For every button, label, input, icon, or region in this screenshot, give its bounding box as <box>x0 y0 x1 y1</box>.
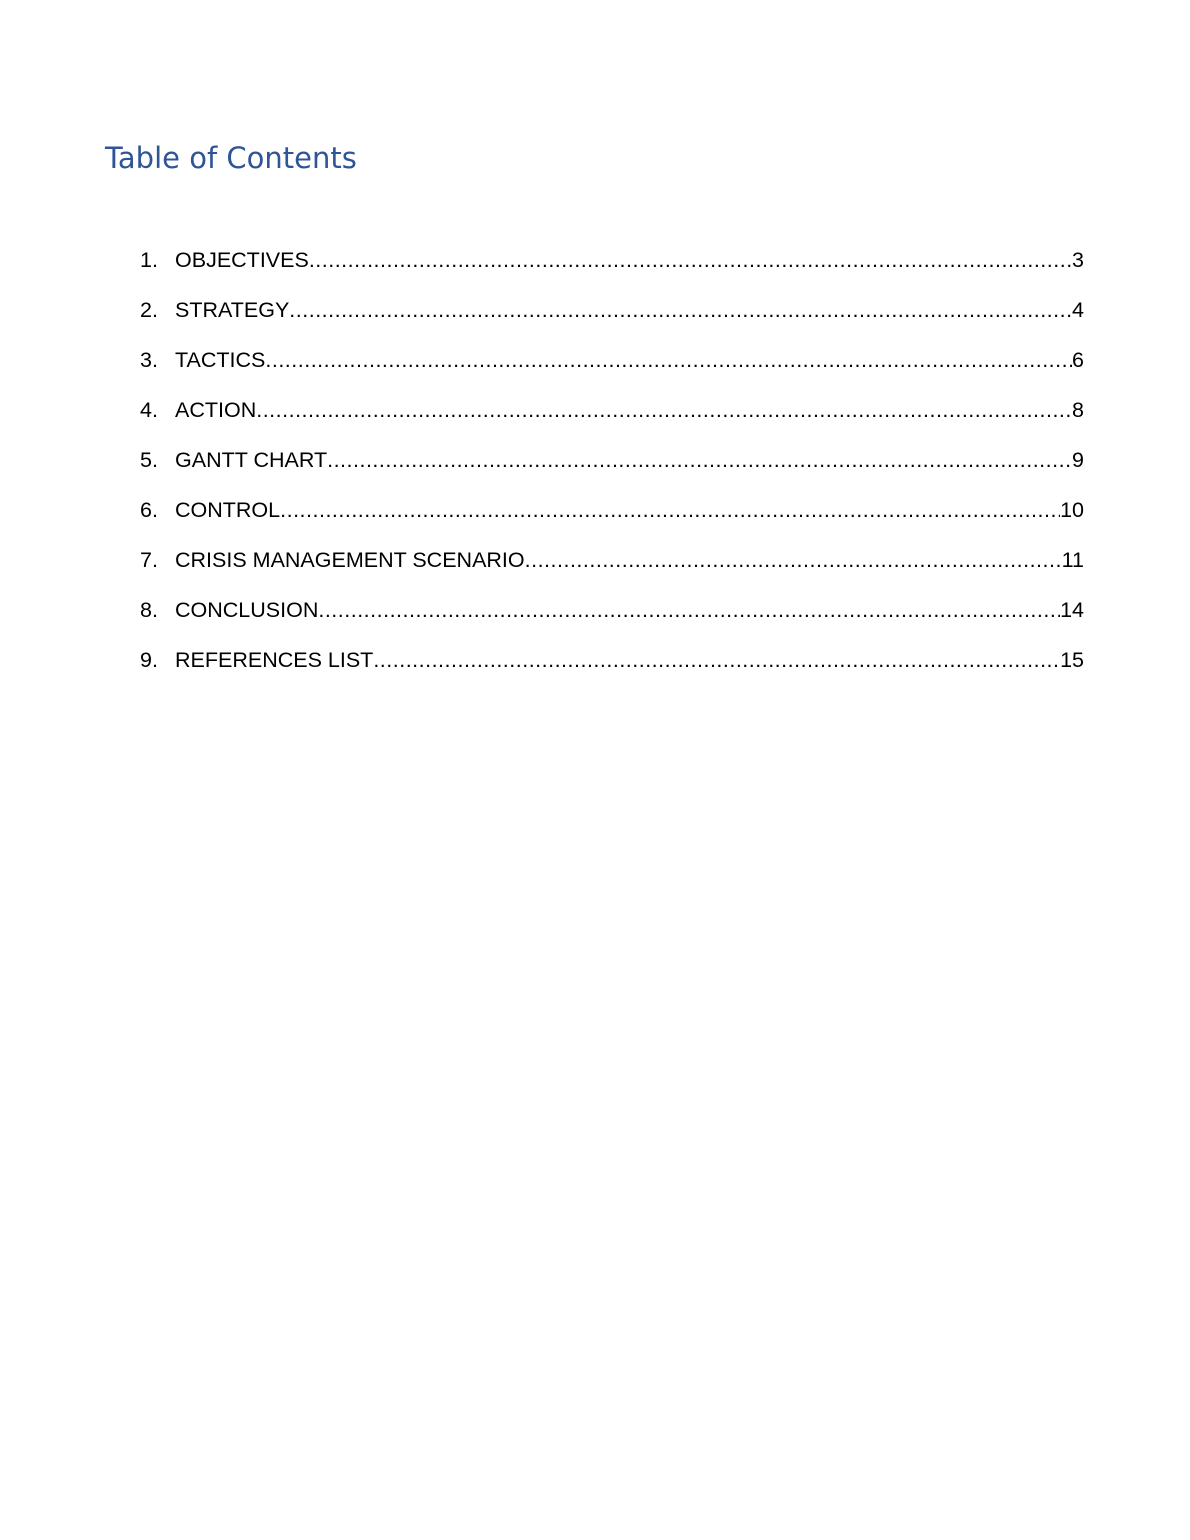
toc-entry-title: CRISIS MANAGEMENT SCENARIO <box>175 548 525 572</box>
toc-entry-page-number: 3 <box>1072 248 1084 272</box>
dot-leader <box>265 335 1072 385</box>
toc-entry-number: 1. <box>140 248 158 272</box>
toc-entry-title: CONTROL <box>175 498 281 522</box>
toc-entry-title: TACTICS <box>175 348 266 372</box>
toc-entry-number: 8. <box>140 598 158 622</box>
dot-leader <box>280 485 1060 535</box>
toc-entry-page-number: 11 <box>1061 548 1084 572</box>
toc-entry-number: 6. <box>140 498 158 522</box>
dot-leader <box>256 385 1072 435</box>
toc-link-crisis-management-scenario[interactable] <box>175 535 1084 585</box>
toc-heading: Table of Contents <box>105 141 357 175</box>
toc-entry-objectives <box>140 235 1084 285</box>
toc-entry-number: 3. <box>140 348 158 372</box>
toc-link-control[interactable] <box>175 485 1084 535</box>
toc-entry-page-number: 8 <box>1072 398 1084 422</box>
toc-link-conclusion[interactable] <box>175 585 1084 635</box>
toc-entry-page-number: 14 <box>1060 598 1084 622</box>
toc-entry-tactics <box>140 335 1084 385</box>
toc-entry-gantt-chart <box>140 435 1084 485</box>
toc-entry-title: GANTT CHART <box>175 448 328 472</box>
dot-leader <box>373 635 1060 685</box>
toc-entry-number: 7. <box>140 548 158 572</box>
toc-entry-conclusion <box>140 585 1084 635</box>
toc-entry-number: 4. <box>140 398 158 422</box>
dot-leader <box>309 235 1072 285</box>
toc-entry-strategy <box>140 285 1084 335</box>
toc-link-action[interactable] <box>175 385 1084 435</box>
dot-leader <box>525 535 1062 585</box>
toc-entry-title: OBJECTIVES <box>175 248 309 272</box>
toc-link-tactics[interactable] <box>175 335 1084 385</box>
toc-entry-title: REFERENCES LIST <box>175 648 374 672</box>
toc-entry-page-number: 4 <box>1072 298 1084 322</box>
toc-link-objectives[interactable] <box>175 235 1084 285</box>
toc-entry-number: 9. <box>140 648 158 672</box>
dot-leader <box>289 285 1072 335</box>
toc-entry-number: 2. <box>140 298 158 322</box>
toc-entry-crisis-management-scenario <box>140 535 1084 585</box>
toc-entry-control <box>140 485 1084 535</box>
toc-link-references-list[interactable] <box>175 635 1084 685</box>
toc-link-gantt-chart[interactable] <box>175 435 1084 485</box>
toc-entry-title: STRATEGY <box>175 298 290 322</box>
dot-leader <box>327 435 1072 485</box>
toc-entry-number: 5. <box>140 448 158 472</box>
toc-entry-title: ACTION <box>175 398 257 422</box>
toc-entry-page-number: 9 <box>1072 448 1084 472</box>
toc-list <box>140 235 1084 685</box>
toc-entry-page-number: 6 <box>1072 348 1084 372</box>
dot-leader <box>318 585 1060 635</box>
toc-entry-page-number: 10 <box>1060 498 1084 522</box>
toc-link-strategy[interactable] <box>175 285 1084 335</box>
toc-entry-action <box>140 385 1084 435</box>
toc-entry-page-number: 15 <box>1060 648 1084 672</box>
toc-entry-references-list <box>140 635 1084 685</box>
toc-entry-title: CONCLUSION <box>175 598 319 622</box>
